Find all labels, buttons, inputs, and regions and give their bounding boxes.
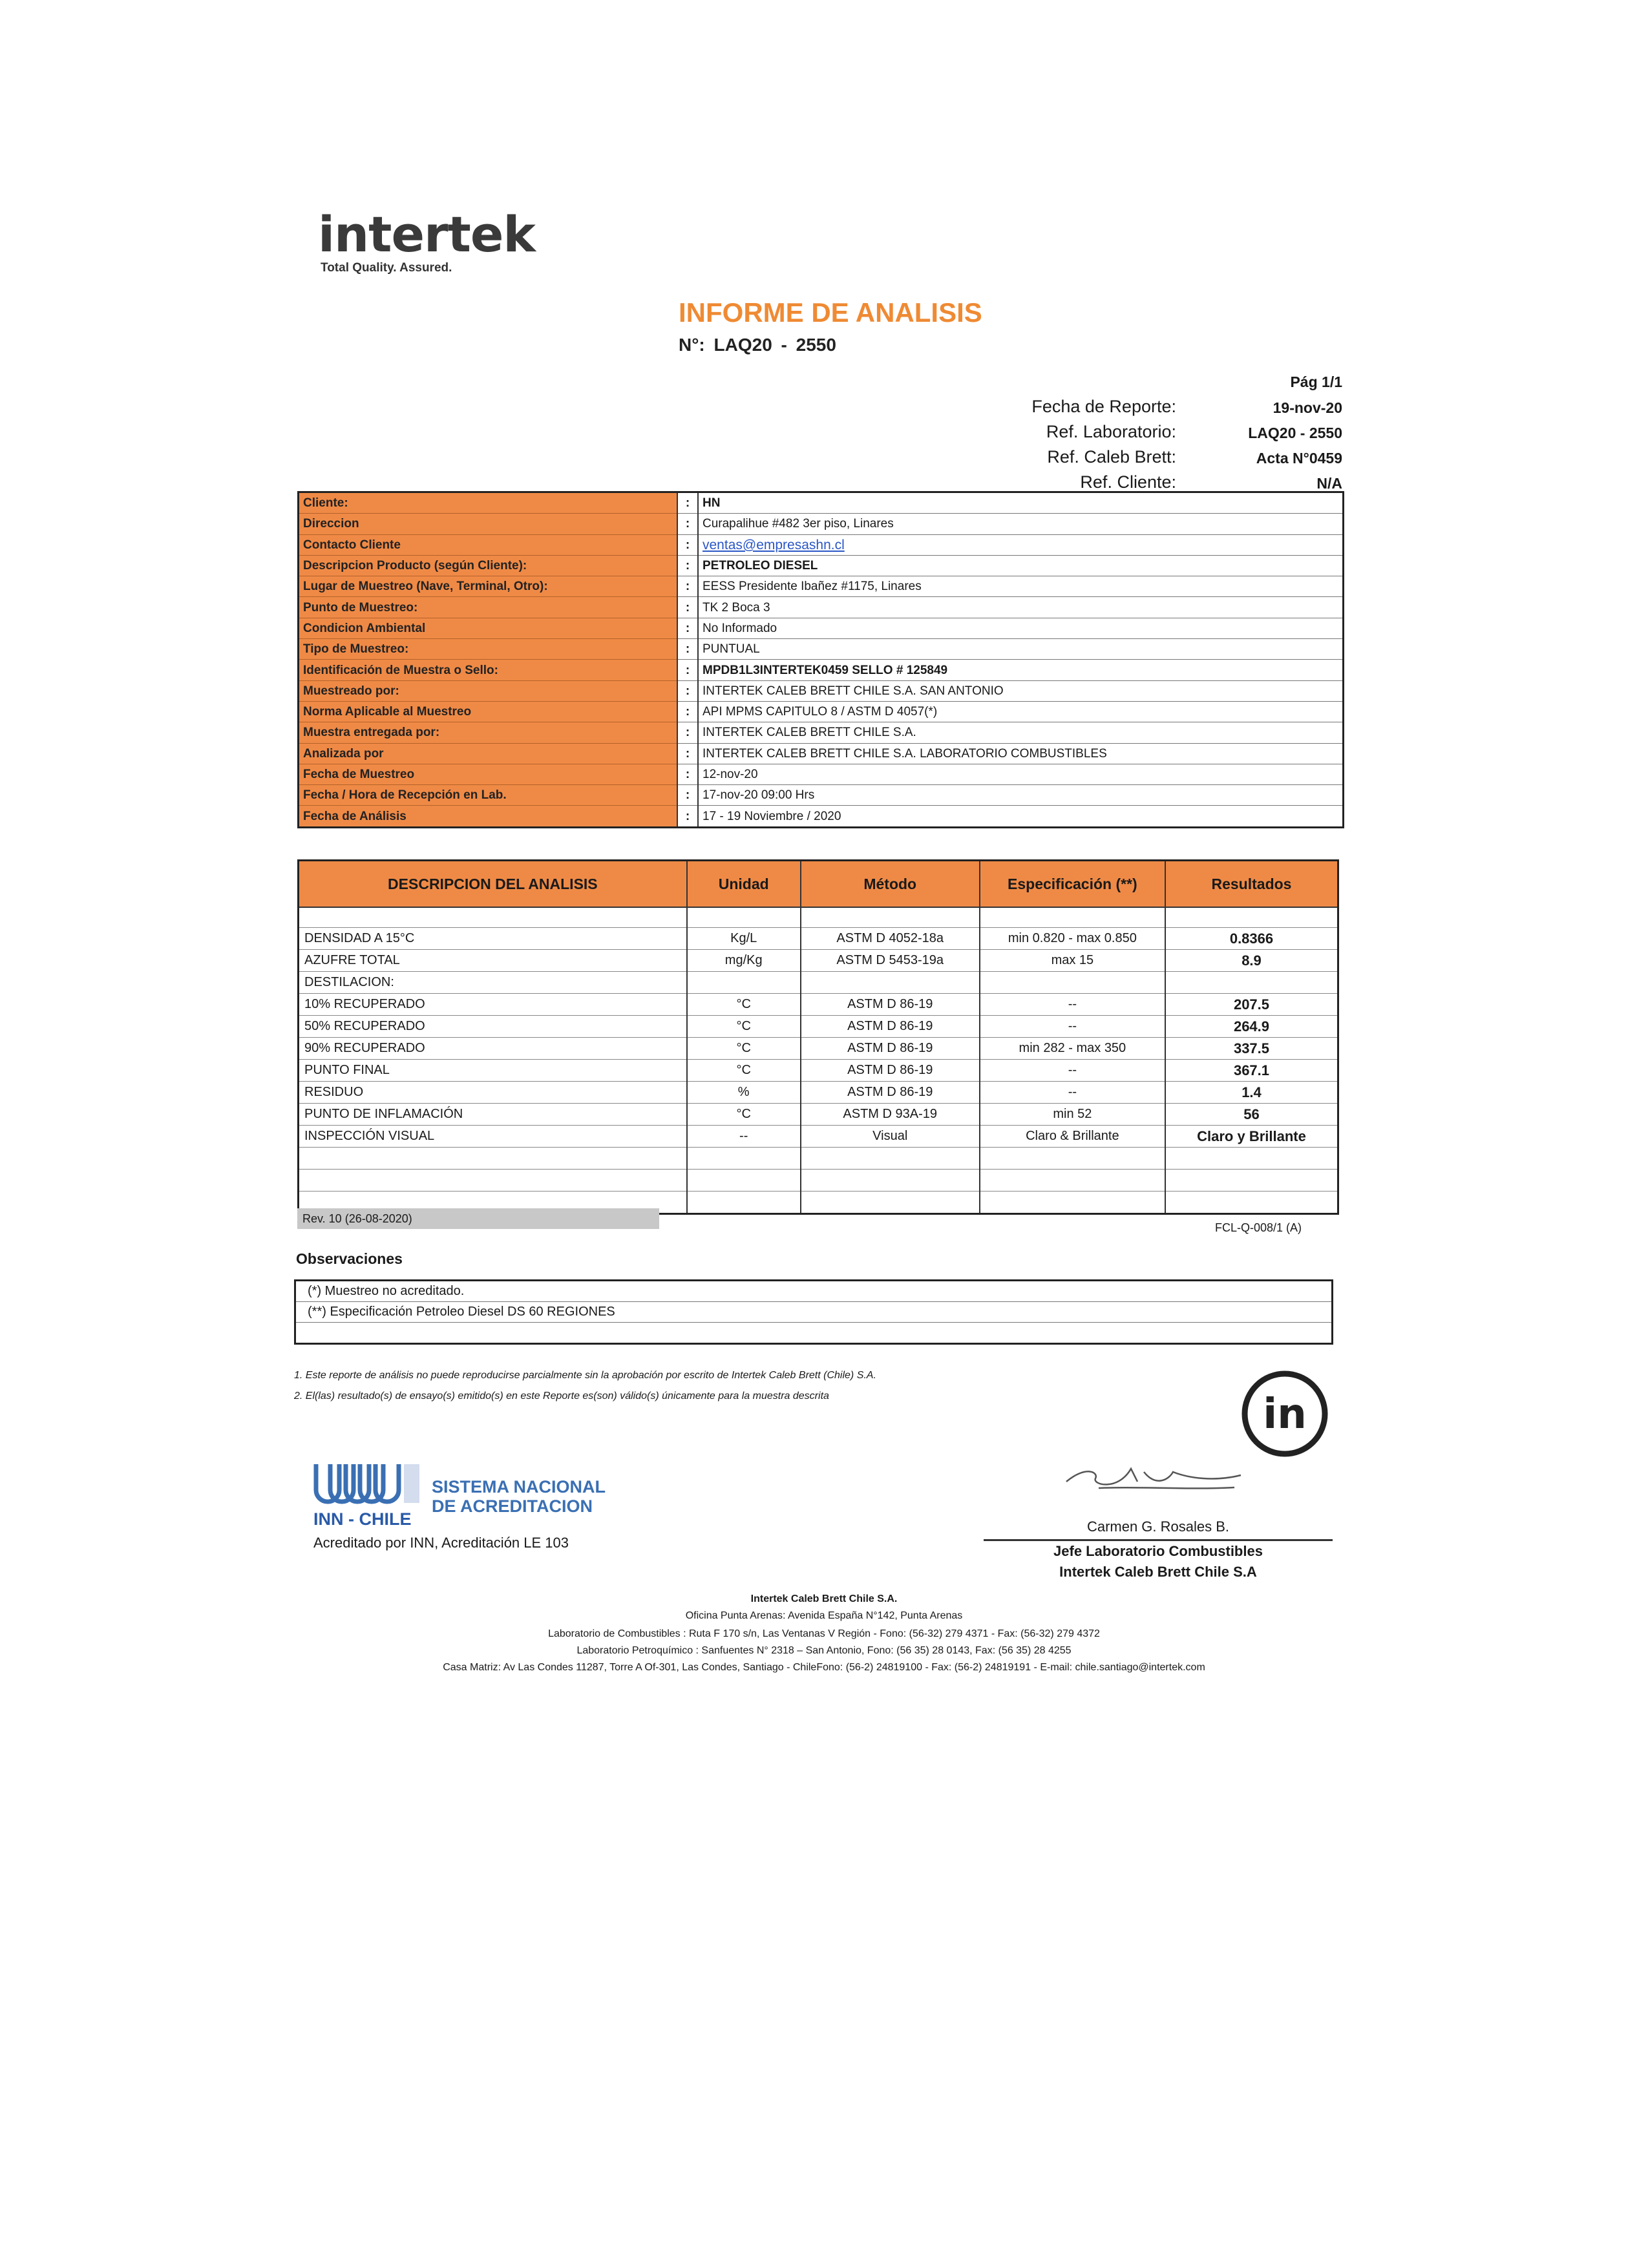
analysis-unit [687, 972, 801, 994]
analysis-description: DENSIDAD A 15°C [299, 928, 687, 950]
info-value: Curapalihue #482 3er piso, Linares [698, 514, 1344, 534]
analysis-description: 50% RECUPERADO [299, 1016, 687, 1038]
signature-line [984, 1539, 1333, 1541]
analysis-unit: mg/Kg [687, 950, 801, 972]
report-number [679, 335, 836, 355]
report-title: INFORME DE ANALISIS [679, 297, 982, 328]
info-label: Direccion [299, 514, 678, 534]
info-row [299, 806, 1344, 827]
info-separator: : [677, 514, 698, 534]
analysis-spec: -- [980, 994, 1165, 1016]
info-separator: : [677, 701, 698, 722]
info-separator: : [677, 743, 698, 764]
info-row [299, 597, 1344, 618]
info-separator: : [677, 785, 698, 806]
signature-icon [1060, 1453, 1254, 1498]
analysis-result: 207.5 [1165, 994, 1338, 1016]
analysis-spec: -- [980, 1016, 1165, 1038]
analysis-result: 337.5 [1165, 1038, 1338, 1060]
analysis-result: 0.8366 [1165, 928, 1338, 950]
info-separator: : [677, 806, 698, 827]
analysis-method [801, 972, 980, 994]
info-value: PETROLEO DIESEL [698, 555, 1344, 576]
info-label: Identificación de Muestra o Sello: [299, 660, 678, 680]
analysis-row [299, 994, 1338, 1016]
footer-line: Laboratorio Petroquímico : Sanfuentes N° 2318 – San Antonio, Fono: (56 35) 28 0143, Fax: (56 35) 28 4255 [576, 1645, 1072, 1656]
analysis-result: 1.4 [1165, 1082, 1338, 1104]
info-value: API MPMS CAPITULO 8 / ASTM D 4057(*) [698, 701, 1344, 722]
info-separator: : [677, 660, 698, 680]
inn-country: INN - CHILE [313, 1509, 412, 1529]
info-row [299, 722, 1344, 743]
header-description: DESCRIPCION DEL ANALISIS [299, 861, 687, 908]
analysis-spec: min 52 [980, 1104, 1165, 1126]
meta-value: N/A [1316, 475, 1342, 492]
info-separator: : [677, 764, 698, 784]
info-row [299, 534, 1344, 555]
info-separator: : [677, 576, 698, 597]
intertek-seal-icon [1240, 1369, 1330, 1459]
analysis-row [299, 1038, 1338, 1060]
info-row [299, 514, 1344, 534]
info-value: PUNTUAL [698, 639, 1344, 660]
analysis-description: RESIDUO [299, 1082, 687, 1104]
meta-value: LAQ20 - 2550 [1248, 425, 1342, 441]
info-separator: : [677, 618, 698, 638]
info-label: Fecha de Muestreo [299, 764, 678, 784]
analysis-row [299, 1082, 1338, 1104]
analysis-unit: Kg/L [687, 928, 801, 950]
analysis-result: Claro y Brillante [1165, 1126, 1338, 1148]
page-indicator: Pág 1/1 [1290, 373, 1342, 390]
footer-company: Intertek Caleb Brett Chile S.A. [750, 1593, 898, 1604]
meta-value: 19-nov-20 [1273, 399, 1342, 416]
logo-tagline: Total Quality. Assured. [321, 261, 452, 275]
analysis-description: PUNTO DE INFLAMACIÓN [299, 1104, 687, 1126]
meta-label: Fecha de Reporte: [1031, 397, 1176, 416]
analysis-spec: Claro & Brillante [980, 1126, 1165, 1148]
info-value: INTERTEK CALEB BRETT CHILE S.A. SAN ANTONIO [698, 680, 1344, 701]
report-number-label: N°: [679, 335, 705, 355]
footer-line: Laboratorio de Combustibles : Ruta F 170 s/n, Las Ventanas V Región - Fono: (56-32) 279 4371 - Fax: (56-32) 279 4372 [548, 1628, 1100, 1639]
analysis-spec [980, 972, 1165, 994]
signer-company: Intertek Caleb Brett Chile S.A [1059, 1564, 1257, 1580]
analysis-description: DESTILACION: [299, 972, 687, 994]
observation-line: (*) Muestreo no acreditado. [295, 1281, 1333, 1302]
analysis-unit: °C [687, 994, 801, 1016]
meta-label: Ref. Laboratorio: [1046, 422, 1176, 441]
analysis-description: PUNTO FINAL [299, 1060, 687, 1082]
info-row [299, 576, 1344, 597]
analysis-unit: -- [687, 1126, 801, 1148]
info-value: HN [698, 492, 1344, 514]
info-label: Descripcion Producto (según Cliente): [299, 555, 678, 576]
analysis-result: 56 [1165, 1104, 1338, 1126]
observation-line: (**) Especificación Petroleo Diesel DS 60 REGIONES [295, 1302, 1333, 1323]
analysis-unit: % [687, 1082, 801, 1104]
form-code: FCL-Q-008/1 (A) [1215, 1221, 1302, 1234]
sample-info-table [297, 491, 1344, 828]
analysis-method: ASTM D 4052-18a [801, 928, 980, 950]
meta-label: Ref. Caleb Brett: [1047, 447, 1176, 467]
analysis-spec: max 15 [980, 950, 1165, 972]
info-row [299, 743, 1344, 764]
info-value: No Informado [698, 618, 1344, 638]
analysis-header-row [299, 861, 1338, 908]
info-value: EESS Presidente Ibañez #1175, Linares [698, 576, 1344, 597]
info-separator: : [677, 555, 698, 576]
info-label: Muestra entregada por: [299, 722, 678, 743]
analysis-result [1165, 972, 1338, 994]
info-label: Punto de Muestreo: [299, 597, 678, 618]
analysis-spec: min 282 - max 350 [980, 1038, 1165, 1060]
signer-name: Carmen G. Rosales B. [1086, 1518, 1230, 1535]
analysis-method: ASTM D 93A-19 [801, 1104, 980, 1126]
info-row [299, 555, 1344, 576]
info-label: Fecha / Hora de Recepción en Lab. [299, 785, 678, 806]
note-line: 1. Este reporte de análisis no puede reproducirse parcialmente sin la aprobación por escrito de Intertek Caleb Brett (Chile) S.A. [294, 1370, 876, 1381]
analysis-row [299, 928, 1338, 950]
info-label: Analizada por [299, 743, 678, 764]
footer-line: Casa Matriz: Av Las Condes 11287, Torre A Of-301, Las Condes, Santiago - ChileFono: (56-2) 24819100 - Fax: (56-2) 24819191 - E-mail: chile.santiago@intertek.com [443, 1662, 1205, 1673]
analysis-description: 90% RECUPERADO [299, 1038, 687, 1060]
analysis-method: Visual [801, 1126, 980, 1148]
info-row [299, 701, 1344, 722]
analysis-row [299, 972, 1338, 994]
info-separator: : [677, 597, 698, 618]
info-row [299, 660, 1344, 680]
analysis-empty-row [299, 1170, 1338, 1192]
info-row [299, 618, 1344, 638]
analysis-row [299, 1126, 1338, 1148]
analysis-result: 367.1 [1165, 1060, 1338, 1082]
analysis-unit: °C [687, 1104, 801, 1126]
header-method: Método [801, 861, 980, 908]
info-row [299, 764, 1344, 784]
analysis-result: 8.9 [1165, 950, 1338, 972]
footer-line: Oficina Punta Arenas: Avenida España N°142, Punta Arenas [685, 1610, 963, 1621]
analysis-row [299, 1060, 1338, 1082]
analysis-result: 264.9 [1165, 1016, 1338, 1038]
analysis-row [299, 1016, 1338, 1038]
info-label: Fecha de Análisis [299, 806, 678, 827]
info-row [299, 680, 1344, 701]
analysis-method: ASTM D 86-19 [801, 1016, 980, 1038]
analysis-method: ASTM D 5453-19a [801, 950, 980, 972]
meta-value: Acta N°0459 [1256, 450, 1342, 467]
accreditation-text: Acreditado por INN, Acreditación LE 103 [313, 1535, 569, 1551]
info-label: Tipo de Muestreo: [299, 639, 678, 660]
info-separator: : [677, 639, 698, 660]
info-row [299, 639, 1344, 660]
info-row [299, 785, 1344, 806]
observations-title: Observaciones [296, 1250, 403, 1267]
info-value: 17-nov-20 09:00 Hrs [698, 785, 1344, 806]
revision-label: Rev. 10 (26-08-2020) [297, 1208, 659, 1229]
analysis-spec: -- [980, 1060, 1165, 1082]
intertek-logo: intertek [318, 205, 535, 263]
analysis-method: ASTM D 86-19 [801, 1038, 980, 1060]
observations-table [294, 1279, 1333, 1345]
analysis-unit: °C [687, 1016, 801, 1038]
info-label: Contacto Cliente [299, 534, 678, 555]
info-label: Lugar de Muestreo (Nave, Terminal, Otro): [299, 576, 678, 597]
info-value: 17 - 19 Noviembre / 2020 [698, 806, 1344, 827]
header-unit: Unidad [687, 861, 801, 908]
meta-label: Ref. Cliente: [1080, 472, 1176, 492]
analysis-row [299, 1104, 1338, 1126]
analysis-row [299, 950, 1338, 972]
analysis-description: 10% RECUPERADO [299, 994, 687, 1016]
analysis-unit: °C [687, 1060, 801, 1082]
header-spec: Especificación (**) [980, 861, 1165, 908]
analysis-description: INSPECCIÓN VISUAL [299, 1126, 687, 1148]
analysis-spec: -- [980, 1082, 1165, 1104]
info-label: Cliente: [299, 492, 678, 514]
analysis-unit: °C [687, 1038, 801, 1060]
info-value: 12-nov-20 [698, 764, 1344, 784]
report-number-value: LAQ20 - 2550 [713, 335, 836, 355]
analysis-table [297, 859, 1339, 1215]
analysis-spacer-row [299, 907, 1338, 928]
inn-name-line1: SISTEMA NACIONAL [432, 1477, 606, 1496]
inn-logo-icon [313, 1462, 427, 1507]
info-row [299, 492, 1344, 514]
info-label: Norma Aplicable al Muestreo [299, 701, 678, 722]
info-value: INTERTEK CALEB BRETT CHILE S.A. [698, 722, 1344, 743]
analysis-empty-row [299, 1148, 1338, 1170]
analysis-method: ASTM D 86-19 [801, 994, 980, 1016]
info-value: MPDB1L3INTERTEK0459 SELLO # 125849 [698, 660, 1344, 680]
info-separator: : [677, 492, 698, 514]
info-separator: : [677, 722, 698, 743]
svg-text:in: in [1263, 1391, 1307, 1438]
inn-name [432, 1477, 606, 1516]
contact-email-link[interactable]: ventas@empresashn.cl [698, 534, 1344, 555]
header-results: Resultados [1165, 861, 1338, 908]
info-label: Condicion Ambiental [299, 618, 678, 638]
analysis-spec: min 0.820 - max 0.850 [980, 928, 1165, 950]
analysis-description: AZUFRE TOTAL [299, 950, 687, 972]
observation-line [295, 1323, 1333, 1344]
inn-name-line2: DE ACREDITACION [432, 1496, 593, 1516]
note-line: 2. El(las) resultado(s) de ensayo(s) emitido(s) en este Reporte es(son) válido(s) únicamente para la muestra descrita [294, 1391, 829, 1402]
info-value: TK 2 Boca 3 [698, 597, 1344, 618]
info-value: INTERTEK CALEB BRETT CHILE S.A. LABORATORIO COMBUSTIBLES [698, 743, 1344, 764]
analysis-method: ASTM D 86-19 [801, 1060, 980, 1082]
analysis-method: ASTM D 86-19 [801, 1082, 980, 1104]
info-label: Muestreado por: [299, 680, 678, 701]
info-separator: : [677, 680, 698, 701]
info-separator: : [677, 534, 698, 555]
signer-role: Jefe Laboratorio Combustibles [1053, 1543, 1263, 1559]
